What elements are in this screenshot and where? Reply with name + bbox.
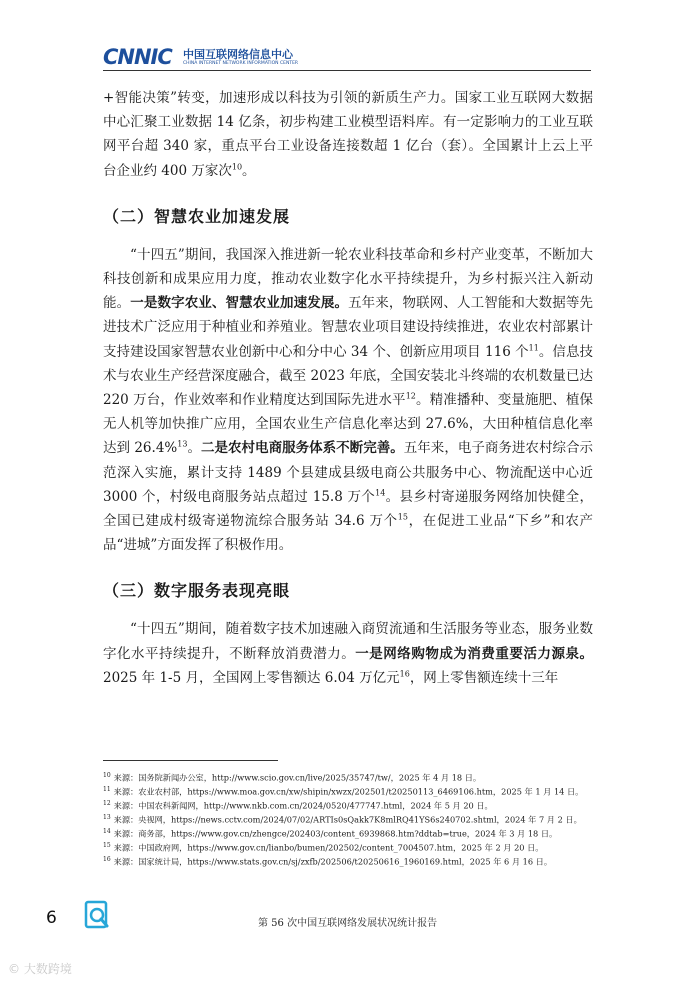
footnote-11: $^{11}$ 来源：农业农村部，https://www.moa.gov.cn/xw/shipin/xwzx/202501/t20250113_6469106.htm，2025 年 1 月 14 日。 <box>103 785 584 797</box>
footnote-divider <box>103 760 278 761</box>
smart-agriculture-paragraph: “十四五”期间，我国深入推进新一轮农业科技革命和乡村产业变革，不断加大科技创新和成果应用力度，推动农业数字化水平持续提升，为乡村振兴注入新动能。一是数字农业、智慧农业加速发展。五年来，物联网、人工智能和大数据等先进技术广泛应用于种植业和养殖业。智慧农业项目建设持续推进，农业农村部累计支持建设国家智慧农业创新中心和分中心 34 个、创新应用项目 116 个$^{11}$。信息技术与农业生产经营深度融合，截至 2023 年底，全国安装北斗终端的农机数量已达 220 万台，作业效率和作业精度达到国际先进水平$^{12}$。精准播种、变量施肥、植保无人机等加快推广应用，全国农业生产信息化率达到 27.6%，大田种植信息化率达到 26.4%$^{13}$。二是农村电商服务体系不断完善。五年来，电子商务进农村综合示范深入实施，累计支持 1489 个县建成县级电商公共服务中心、物流配送中心近 3000 个，村级电商服务站点超过 15.8 万个$^{14}$。县乡村寄递服务网络加快健全，全国已建成村级寄递物流综合服务站 34.6 万个$^{15}$，在促进工业品“下乡”和农产品“进城”方面发挥了积极作用。 <box>103 246 594 554</box>
section-heading-smart-agriculture: （二）智慧农业加速发展 <box>103 206 291 226</box>
footnote-ref-11[interactable]: 11 <box>528 343 539 353</box>
footnote-12: $^{12}$ 来源：中国农科新闻网，http://www.nkb.com.cn/2024/0520/477747.html，2024 年 5 月 20 日。 <box>103 799 493 811</box>
page-number: 6 <box>46 908 57 928</box>
report-header <box>103 42 591 72</box>
footnote-16: $^{16}$ 来源：国家统计局，https://www.stats.gov.cn/sj/zxfb/202506/t20250616_1960169.html，2025 年 6 月 16 日。 <box>103 855 553 867</box>
footnote-ref-10[interactable]: 10 <box>231 162 243 172</box>
key-point-online-shopping: 一是网络购物成为消费重要活力源泉。 <box>355 645 594 662</box>
footnote-14: $^{14}$ 来源：商务部，https://www.gov.cn/zhengce/202403/content_6939868.htm?ddtab=true，2024 年 3 月 18 日。 <box>103 827 558 839</box>
key-point-digital-agriculture: 一是数字农业、智慧农业加速发展。 <box>130 295 349 312</box>
magnifier-document-icon <box>82 900 112 930</box>
footnote-15: $^{15}$ 来源：中国政府网，https://www.gov.cn/lianbo/bumen/202502/content_7004507.htm，2025 年 2 月 20 日。 <box>103 841 544 853</box>
logo-chinese-name: 中国互联网络信息中心 <box>183 48 293 61</box>
footnote-ref-16[interactable]: 16 <box>399 669 410 679</box>
header-divider <box>103 70 591 71</box>
section-heading-digital-services: （三）数字服务表现亮眼 <box>103 581 291 601</box>
footer-report-title: 第 56 次中国互联网络发展状况统计报告 <box>258 918 438 929</box>
footnotes <box>103 770 593 868</box>
footnote-ref-14[interactable]: 14 <box>375 488 386 498</box>
footnote-ref-12[interactable]: 12 <box>405 391 416 401</box>
footnote-10: $^{10}$ 来源：国务院新闻办公室，http://www.scio.gov.cn/live/2025/35747/tw/，2025 年 4 月 18 日。 <box>103 772 482 783</box>
footnote-ref-15[interactable]: 15 <box>397 512 408 522</box>
footnote-ref-13[interactable]: 13 <box>177 439 188 449</box>
watermark: © 大数跨境 <box>8 962 72 976</box>
cnnic-logo: CNNIC <box>103 45 172 69</box>
key-point-rural-ecommerce: 二是农村电商服务体系不断完善。 <box>200 440 404 457</box>
digital-services-paragraph: “十四五”期间，随着数字技术加速融入商贸流通和生活服务等业态，服务业数字化水平持续提升，不断释放消费潜力。一是网络购物成为消费重要活力源泉。2025 年 1-5 月，全国网上零售额达 6.04 万亿元$^{16}$，网上零售额连续十三年 <box>103 621 594 686</box>
intro-paragraph: +智能决策”转变，加速形成以科技为引领的新质生产力。国家工业互联网大数据中心汇聚工业数据 14 亿条，初步构建工业模型语料库。有一定影响力的工业互联网平台超 340 家，重点平台工业设备连接数超 1 亿台（套）。全国累计上云上平台企业约 400 万家次$^{10}$。 <box>103 90 593 179</box>
logo-english-name: CHINA INTERNET NETWORK INFORMATION CENTER <box>183 61 299 66</box>
footnote-13: $^{13}$ 来源：央视网，https://news.cctv.com/2024/07/02/ARTIs0sQakk7K8mlRQ41YS6s240702.shtml，2024 年 7 月 2 日。 <box>103 813 582 825</box>
main-content <box>103 86 593 690</box>
